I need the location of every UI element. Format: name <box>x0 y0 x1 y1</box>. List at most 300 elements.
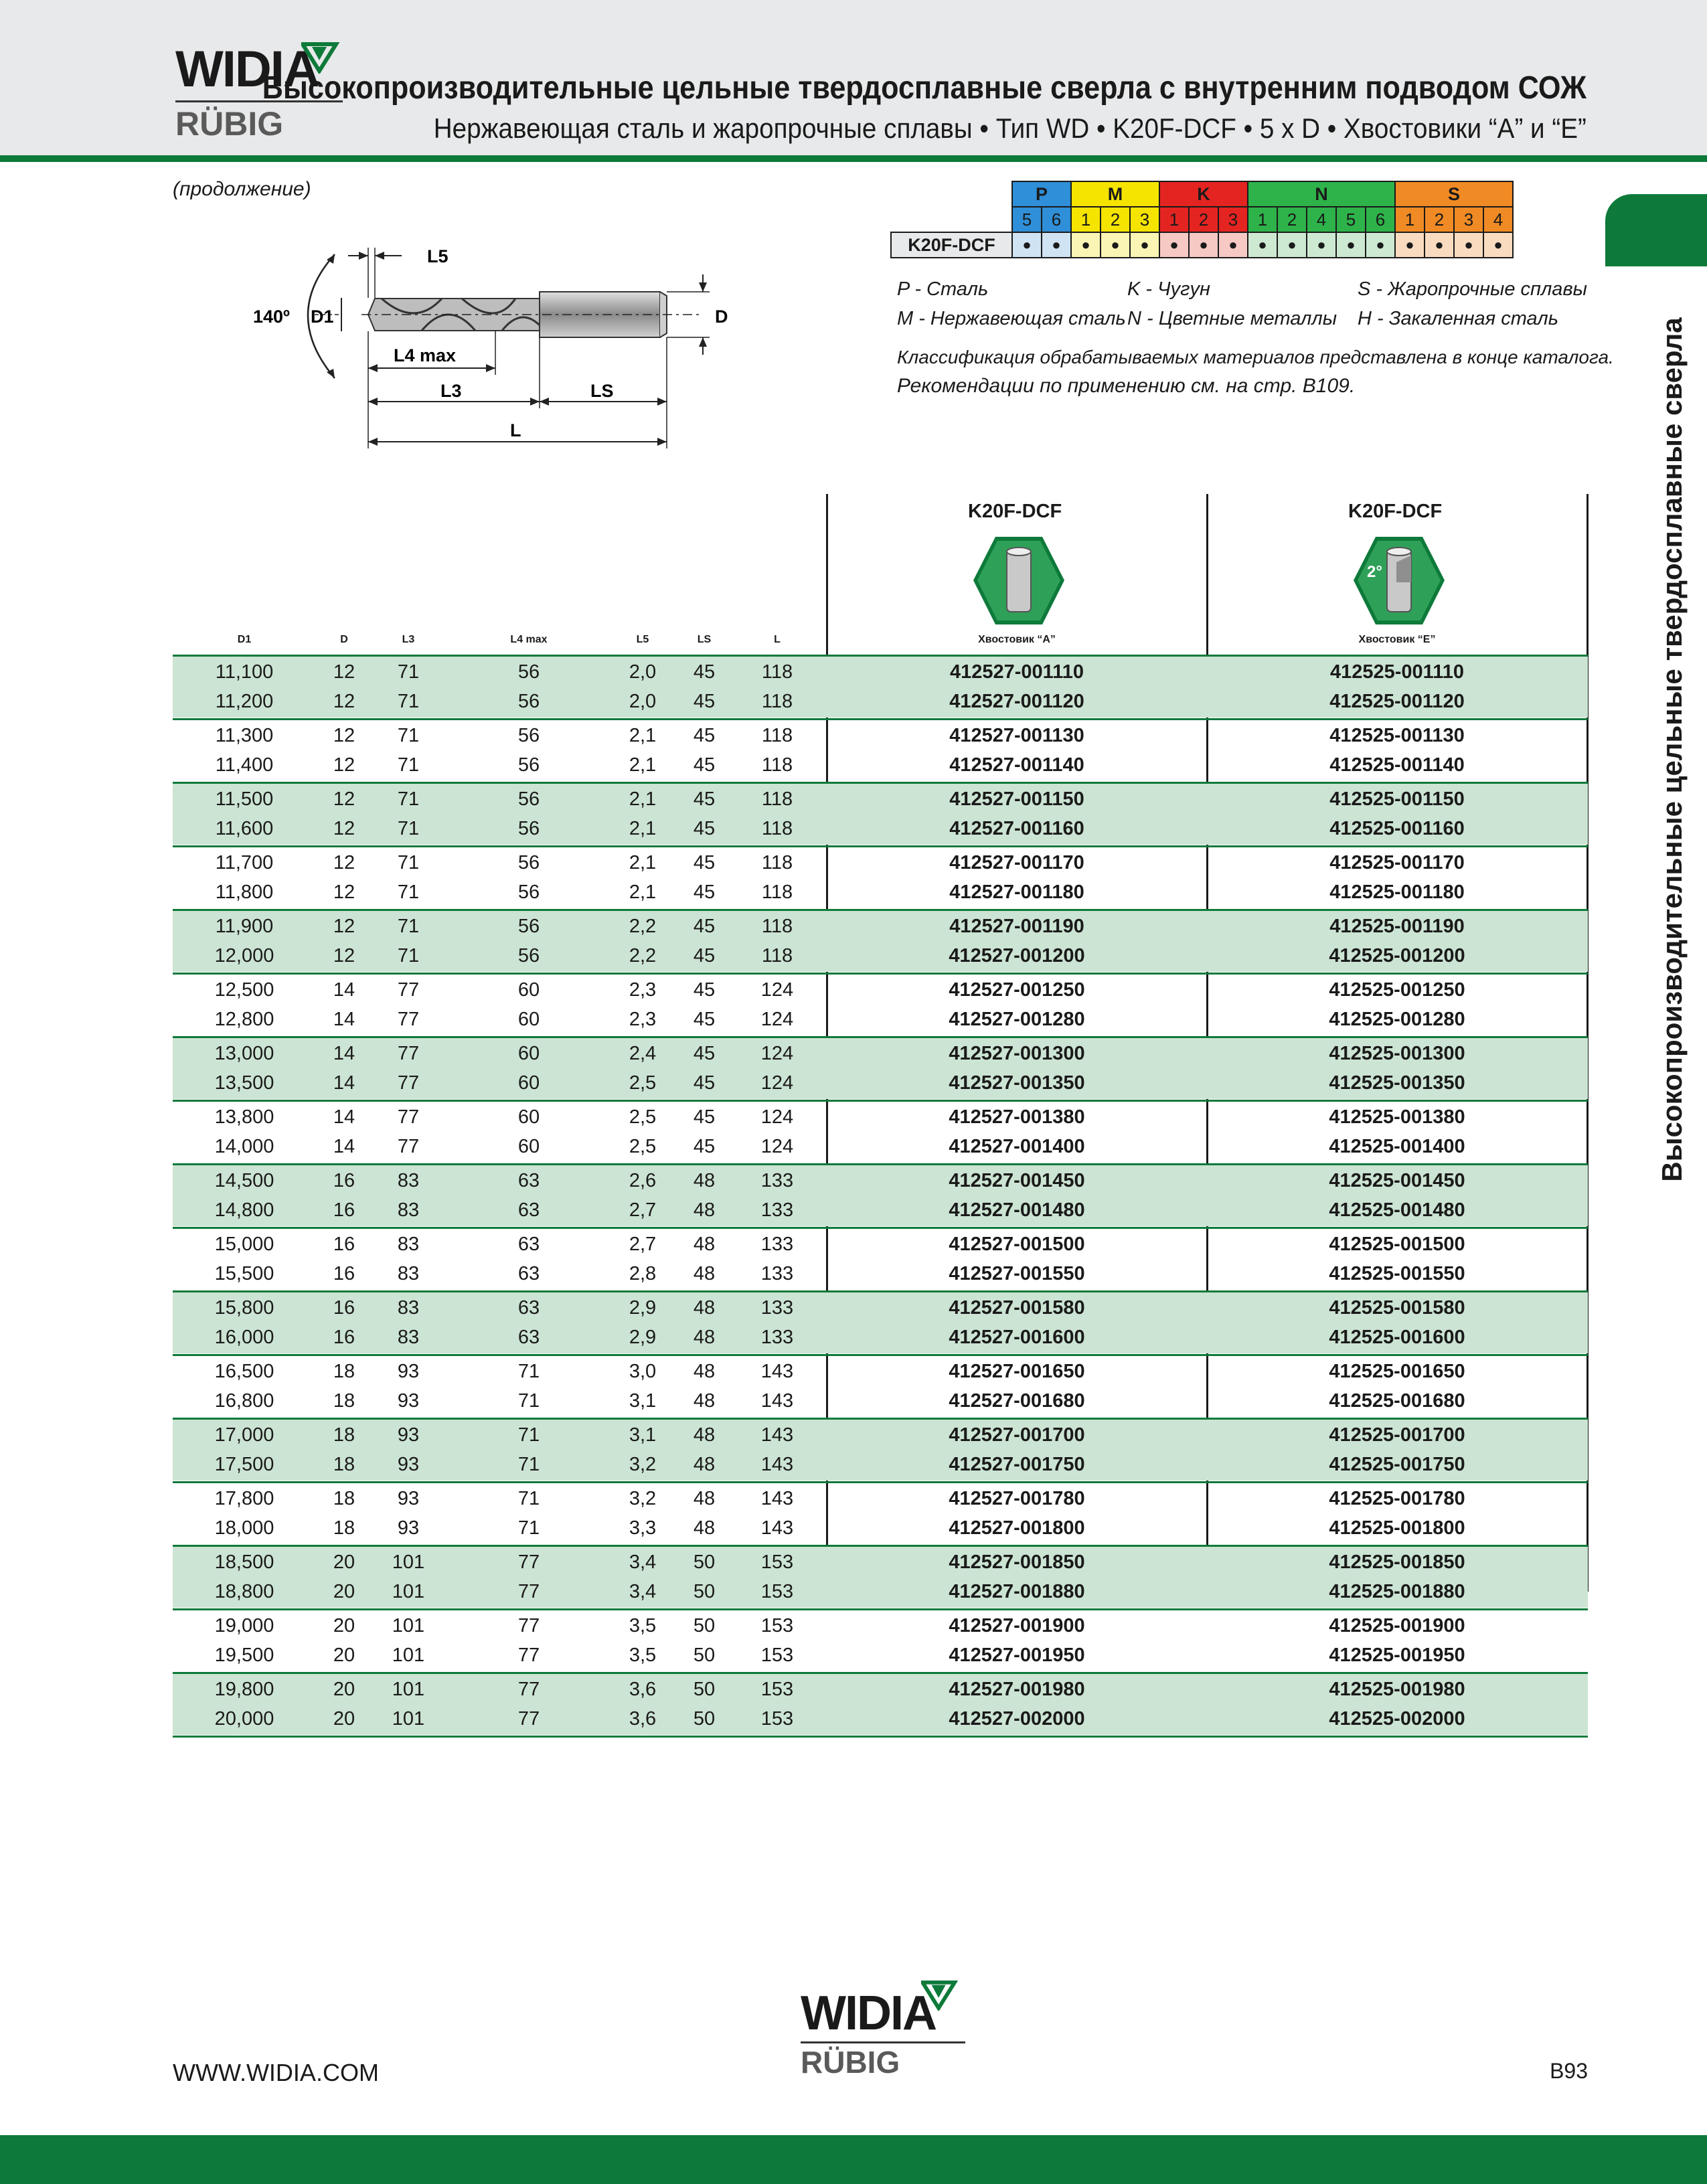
table-cell: 56 <box>517 725 540 746</box>
table-cell: 2,4 <box>629 1043 657 1064</box>
table-cell: 118 <box>761 788 793 810</box>
table-cell: 56 <box>517 916 540 937</box>
table-row <box>173 1640 1588 1672</box>
table-cell: 45 <box>693 788 716 810</box>
table-cell: 83 <box>397 1170 420 1191</box>
drill-table <box>173 501 1588 1740</box>
material-subgroup: 6 <box>1366 207 1395 232</box>
page-title: Высокопроизводительные цельные твердосплавные сверла с внутренним подводом СОЖ <box>262 70 1587 106</box>
table-cell: 3,3 <box>629 1517 657 1539</box>
table-cell: 93 <box>397 1517 420 1539</box>
table-cell: 133 <box>760 1297 794 1319</box>
table-cell: 18 <box>333 1424 355 1446</box>
table-cell: 16 <box>333 1326 355 1348</box>
table-row <box>173 940 1588 973</box>
table-cell: 45 <box>693 979 716 1001</box>
application-dot: ● <box>1307 232 1336 258</box>
table-cell: 118 <box>761 690 793 712</box>
order-code-shank-a: 412527-001350 <box>949 1072 1085 1094</box>
order-code-shank-a: 412527-001550 <box>949 1262 1085 1284</box>
order-code-shank-e: 412525-001680 <box>1329 1390 1465 1412</box>
table-cell: 71 <box>517 1517 540 1539</box>
table-cell: 71 <box>397 852 420 873</box>
table-cell: 83 <box>397 1199 420 1221</box>
application-dot: ● <box>1277 232 1307 258</box>
shank-e-angle: 2° <box>1367 563 1382 581</box>
order-code-shank-a: 412527-001950 <box>949 1644 1085 1666</box>
table-cell: 118 <box>761 725 793 746</box>
table-cell: 63 <box>517 1234 540 1255</box>
footer-logo <box>801 1980 975 2080</box>
order-code-shank-e: 412525-001400 <box>1329 1135 1465 1157</box>
table-cell: 71 <box>397 690 420 712</box>
table-cell: 153 <box>760 1644 794 1666</box>
table-cell: 11,100 <box>215 661 274 683</box>
table-cell: 45 <box>693 944 716 967</box>
table-cell: 20 <box>333 1551 355 1573</box>
table-cell: 71 <box>397 881 420 903</box>
order-code-shank-e: 412525-001150 <box>1329 788 1465 810</box>
table-cell: 11,800 <box>215 881 274 903</box>
order-code-shank-a: 412527-001450 <box>949 1170 1085 1191</box>
order-code-shank-e: 412525-001480 <box>1329 1199 1465 1221</box>
table-cell: 71 <box>397 788 420 810</box>
table-cell: 14 <box>333 979 355 1001</box>
d-label: D <box>715 307 728 327</box>
application-dot: ● <box>1218 232 1248 258</box>
footer-url[interactable]: WWW.WIDIA.COM <box>173 2059 379 2086</box>
table-cell: 19,500 <box>214 1644 274 1666</box>
order-code-shank-a: 412527-001250 <box>949 979 1085 1001</box>
table-cell: 17,000 <box>214 1424 274 1446</box>
table-cell: 45 <box>693 725 716 746</box>
order-code-shank-a: 412527-001130 <box>949 725 1084 746</box>
table-cell: 48 <box>693 1262 716 1284</box>
order-code-shank-a: 412527-001380 <box>949 1106 1085 1128</box>
order-code-shank-a: 412527-001300 <box>949 1043 1085 1064</box>
order-code-shank-e: 412525-001900 <box>1329 1615 1465 1636</box>
table-cell: 45 <box>693 916 716 937</box>
material-group-p: P <box>1012 181 1071 207</box>
table-cell: 153 <box>760 1580 794 1602</box>
table-cell: 18 <box>333 1390 355 1412</box>
table-cell: 56 <box>517 944 540 967</box>
table-cell: 3,4 <box>629 1580 657 1602</box>
table-cell: 12 <box>333 690 355 712</box>
table-cell: 2,7 <box>629 1199 657 1221</box>
material-subgroup: 1 <box>1071 207 1101 232</box>
table-cell: 11,200 <box>215 690 274 712</box>
table-cell: 45 <box>693 1043 716 1064</box>
classification-note: Классификация обрабатываемых материалов представлена в конце каталога. <box>897 347 1614 367</box>
table-cell: 11,700 <box>215 852 274 873</box>
material-subgroup: 1 <box>1395 207 1425 232</box>
application-dot: ● <box>1483 232 1513 258</box>
table-cell: 14 <box>333 1072 355 1094</box>
material-subgroup: 2 <box>1189 207 1218 232</box>
recommendation-note: Рекомендации по применению см. на стр. B109. <box>897 375 1356 397</box>
table-cell: 60 <box>517 1043 540 1064</box>
table-row <box>173 1068 1588 1100</box>
column-header: D <box>340 634 348 645</box>
order-code-shank-e: 412525-001700 <box>1329 1424 1465 1446</box>
table-cell: 48 <box>693 1199 716 1221</box>
table-cell: 93 <box>397 1424 420 1446</box>
table-cell: 143 <box>760 1390 794 1412</box>
order-code-shank-e: 412525-001580 <box>1329 1297 1465 1319</box>
legend-n: N - Цветные металлы <box>1127 308 1337 329</box>
table-cell: 14 <box>333 1106 355 1128</box>
column-header: LS <box>697 634 712 645</box>
table-cell: 118 <box>761 944 793 967</box>
order-code-shank-a: 412527-001500 <box>949 1234 1085 1255</box>
ls-label: LS <box>590 381 614 401</box>
logo-widia-text: WIDIA <box>175 41 319 98</box>
table-cell: 77 <box>517 1644 540 1666</box>
table-row <box>173 1576 1588 1608</box>
table-cell: 45 <box>693 1008 716 1030</box>
table-cell: 48 <box>693 1453 716 1475</box>
order-code-shank-e: 412525-001850 <box>1329 1551 1465 1573</box>
table-cell: 133 <box>760 1234 794 1255</box>
table-cell: 12,800 <box>214 1008 274 1030</box>
page-subtitle: Нержавеющая сталь и жаропрочные сплавы • Тип WD • K20F-DCF • 5 x D • Хвостовики “A” и “E” <box>433 112 1587 144</box>
table-cell: 16,500 <box>214 1361 274 1382</box>
order-code-shank-e: 412525-001130 <box>1329 725 1465 746</box>
material-group-s: S <box>1395 181 1513 207</box>
table-cell: 143 <box>760 1361 794 1382</box>
table-cell: 56 <box>517 852 540 873</box>
table-cell: 63 <box>517 1199 540 1221</box>
column-header: L5 <box>636 634 649 645</box>
table-cell: 71 <box>517 1361 540 1382</box>
l3-label: L3 <box>440 381 462 401</box>
table-cell: 48 <box>693 1517 716 1539</box>
table-cell: 50 <box>693 1551 716 1573</box>
table-cell: 101 <box>392 1679 425 1700</box>
order-code-shank-e: 412525-001170 <box>1329 852 1465 873</box>
material-subgroup: 4 <box>1307 207 1336 232</box>
table-cell: 2,5 <box>629 1135 657 1157</box>
order-code-shank-e: 412525-001350 <box>1329 1072 1465 1094</box>
table-cell: 133 <box>760 1262 794 1284</box>
application-dot: ● <box>1366 232 1395 258</box>
table-cell: 16 <box>333 1234 355 1255</box>
table-cell: 2,1 <box>629 852 657 873</box>
table-cell: 118 <box>761 817 793 839</box>
table-cell: 118 <box>761 881 793 903</box>
order-code-shank-e: 412525-001600 <box>1329 1326 1465 1348</box>
table-cell: 50 <box>693 1615 716 1636</box>
order-code-shank-e: 412525-001250 <box>1329 979 1465 1001</box>
table-cell: 45 <box>693 817 716 839</box>
table-cell: 56 <box>517 817 540 839</box>
table-cell: 2,1 <box>629 817 657 839</box>
table-cell: 48 <box>693 1297 716 1319</box>
order-code-shank-e: 412525-001110 <box>1330 661 1464 683</box>
table-cell: 56 <box>517 788 540 810</box>
table-cell: 20 <box>333 1707 355 1730</box>
table-row <box>173 657 1588 689</box>
table-cell: 2,3 <box>629 1008 657 1030</box>
application-dot: ● <box>1248 232 1277 258</box>
l4-label: L4 max <box>394 345 457 365</box>
table-cell: 124 <box>760 1072 794 1094</box>
table-cell: 45 <box>693 1072 716 1094</box>
table-cell: 20 <box>333 1580 355 1602</box>
table-cell: 63 <box>517 1326 540 1348</box>
table-row <box>173 975 1588 1007</box>
table-cell: 13,800 <box>214 1106 274 1128</box>
order-code-shank-a: 412527-001480 <box>949 1199 1085 1221</box>
table-cell: 77 <box>517 1707 540 1730</box>
column-header: L4 max <box>510 634 548 645</box>
table-cell: 71 <box>517 1390 540 1412</box>
order-code-shank-a: 412527-001170 <box>949 852 1084 873</box>
table-cell: 3,4 <box>629 1551 657 1573</box>
table-cell: 101 <box>392 1580 425 1602</box>
table-cell: 124 <box>760 979 794 1001</box>
logo-triangle-icon <box>301 41 341 74</box>
footer-bar <box>0 2135 1707 2184</box>
table-cell: 71 <box>517 1488 540 1509</box>
table-row <box>173 847 1588 879</box>
table-cell: 14 <box>333 1043 355 1064</box>
table-cell: 12 <box>333 881 355 903</box>
table-cell: 14,500 <box>214 1170 274 1191</box>
material-subgroup: 2 <box>1425 207 1454 232</box>
table-row <box>173 813 1588 845</box>
table-cell: 15,800 <box>214 1297 274 1319</box>
table-cell: 45 <box>693 661 716 683</box>
table-cell: 12 <box>333 754 355 776</box>
table-cell: 50 <box>693 1707 716 1730</box>
table-cell: 124 <box>760 1008 794 1030</box>
table-cell: 133 <box>760 1170 794 1191</box>
table-cell: 93 <box>397 1453 420 1475</box>
drill-diagram <box>241 234 750 455</box>
l-label: L <box>510 420 521 440</box>
table-cell: 14 <box>333 1008 355 1030</box>
shank-a-icon <box>972 535 1066 626</box>
table-cell: 45 <box>693 690 716 712</box>
table-cell: 12 <box>333 944 355 967</box>
table-cell: 133 <box>760 1199 794 1221</box>
table-cell: 18 <box>333 1361 355 1382</box>
order-code-shank-e: 412525-001500 <box>1329 1234 1465 1255</box>
table-cell: 18,000 <box>214 1517 274 1539</box>
table-cell: 16 <box>333 1297 355 1319</box>
table-cell: 11,600 <box>215 817 274 839</box>
table-cell: 93 <box>397 1361 420 1382</box>
application-dot: ● <box>1101 232 1130 258</box>
table-cell: 16,800 <box>214 1390 274 1412</box>
table-cell: 2,9 <box>629 1297 657 1319</box>
table-cell: 3,2 <box>629 1453 657 1475</box>
order-code-shank-a: 412527-001650 <box>949 1361 1085 1382</box>
table-cell: 77 <box>517 1679 540 1700</box>
table-row <box>173 911 1588 943</box>
table-cell: 71 <box>397 817 420 839</box>
table-cell: 45 <box>693 1106 716 1128</box>
application-dot: ● <box>1012 232 1042 258</box>
table-row <box>173 877 1588 909</box>
order-code-shank-e: 412525-001180 <box>1329 881 1465 903</box>
table-cell: 14,800 <box>214 1199 274 1221</box>
table-cell: 16 <box>333 1262 355 1284</box>
order-code-shank-a: 412527-001150 <box>949 788 1084 810</box>
table-cell: 118 <box>761 852 793 873</box>
order-code-shank-e: 412525-001950 <box>1329 1644 1465 1666</box>
table-cell: 153 <box>760 1551 794 1573</box>
table-cell: 20,000 <box>214 1707 274 1730</box>
table-cell: 60 <box>517 1135 540 1157</box>
order-code-shank-a: 412527-001200 <box>949 944 1085 967</box>
order-code-shank-e: 412525-001800 <box>1329 1517 1465 1539</box>
legend-k: K - Чугун <box>1127 278 1210 300</box>
material-group-k: K <box>1159 181 1248 207</box>
order-code-shank-e: 412525-001550 <box>1329 1262 1465 1284</box>
order-code-shank-e: 412525-001650 <box>1329 1361 1465 1382</box>
logo-rubig-text: RÜBIG <box>175 105 284 143</box>
order-code-shank-e: 412525-001880 <box>1329 1580 1465 1602</box>
table-cell: 2,2 <box>629 944 657 967</box>
table-row <box>173 1610 1588 1643</box>
row-group-divider <box>173 1736 1588 1738</box>
table-cell: 17,500 <box>214 1453 274 1475</box>
table-cell: 50 <box>693 1679 716 1700</box>
table-cell: 2,5 <box>629 1106 657 1128</box>
table-cell: 3,5 <box>629 1644 657 1666</box>
table-row <box>173 1292 1588 1325</box>
table-row <box>173 1420 1588 1452</box>
order-code-shank-e: 412525-001980 <box>1329 1679 1465 1700</box>
order-code-shank-a: 412527-001160 <box>949 817 1084 839</box>
table-cell: 93 <box>397 1390 420 1412</box>
table-row <box>173 1165 1588 1197</box>
table-cell: 48 <box>693 1234 716 1255</box>
legend-h: H - Закаленная сталь <box>1358 308 1558 329</box>
column-header: L <box>774 634 781 645</box>
table-row <box>173 1258 1588 1290</box>
order-code-shank-e: 412525-001300 <box>1329 1043 1465 1064</box>
table-cell: 101 <box>392 1707 425 1730</box>
order-code-shank-e: 412525-001780 <box>1329 1488 1465 1509</box>
column-header-shank-a: Хвостовик “A” <box>978 634 1056 645</box>
table-cell: 45 <box>693 881 716 903</box>
table-cell: 3,5 <box>629 1615 657 1636</box>
order-code-shank-a: 412527-001900 <box>949 1615 1085 1636</box>
column-header-shank-e: Хвостовик “E” <box>1358 634 1436 645</box>
legend-p: P - Сталь <box>897 278 989 300</box>
table-cell: 63 <box>517 1262 540 1284</box>
table-cell: 11,400 <box>215 754 274 776</box>
table-cell: 153 <box>760 1679 794 1700</box>
table-cell: 60 <box>517 1008 540 1030</box>
table-cell: 124 <box>760 1106 794 1128</box>
table-cell: 56 <box>517 690 540 712</box>
table-row <box>173 1449 1588 1481</box>
table-cell: 48 <box>693 1170 716 1191</box>
material-application-table <box>890 181 1514 258</box>
side-vertical-title: Высокопроизводительные цельные твердосплавные сверла <box>1656 317 1688 1182</box>
order-code-shank-a: 412527-001180 <box>949 881 1084 903</box>
material-subgroup: 3 <box>1130 207 1159 232</box>
table-cell: 71 <box>397 916 420 937</box>
table-cell: 77 <box>397 1043 420 1064</box>
table-cell: 77 <box>397 1135 420 1157</box>
table-row <box>173 1674 1588 1706</box>
table-cell: 83 <box>397 1297 420 1319</box>
table-cell: 2,8 <box>629 1262 657 1284</box>
table-cell: 101 <box>392 1615 425 1636</box>
table-cell: 2,0 <box>629 661 657 683</box>
table-cell: 124 <box>760 1135 794 1157</box>
table-cell: 118 <box>761 916 793 937</box>
table-cell: 19,800 <box>214 1679 274 1700</box>
table-cell: 11,500 <box>215 788 274 810</box>
table-row <box>173 686 1588 718</box>
order-code-shank-e: 412525-001750 <box>1329 1453 1465 1475</box>
footer-logo-widia: WIDIA <box>801 1987 936 2040</box>
order-code-shank-e: 412525-001190 <box>1329 916 1465 937</box>
table-row <box>173 1322 1588 1354</box>
table-cell: 16,000 <box>214 1326 274 1348</box>
table-cell: 3,6 <box>629 1707 657 1730</box>
table-row <box>173 784 1588 816</box>
table-row <box>173 720 1588 752</box>
table-cell: 60 <box>517 1072 540 1094</box>
table-cell: 18,800 <box>214 1580 274 1602</box>
table-cell: 124 <box>760 1043 794 1064</box>
table-cell: 45 <box>693 754 716 776</box>
table-row <box>173 1004 1588 1036</box>
order-code-shank-a: 412527-001680 <box>949 1390 1085 1412</box>
order-code-shank-a: 412527-001580 <box>949 1297 1085 1319</box>
table-cell: 12 <box>333 788 355 810</box>
table-cell: 63 <box>517 1297 540 1319</box>
table-cell: 118 <box>761 754 793 776</box>
table-cell: 11,900 <box>215 916 274 937</box>
table-row <box>173 1385 1588 1418</box>
order-code-shank-e: 412525-001120 <box>1329 690 1465 712</box>
order-code-shank-e: 412525-001380 <box>1329 1106 1465 1128</box>
table-row <box>173 1547 1588 1579</box>
table-cell: 56 <box>517 881 540 903</box>
table-cell: 48 <box>693 1488 716 1509</box>
table-cell: 2,9 <box>629 1326 657 1348</box>
table-cell: 18,500 <box>214 1551 274 1573</box>
table-cell: 13,000 <box>214 1043 274 1064</box>
table-cell: 101 <box>392 1644 425 1666</box>
order-code-shank-e: 412525-001280 <box>1329 1008 1465 1030</box>
table-cell: 56 <box>517 661 540 683</box>
table-cell: 12 <box>333 661 355 683</box>
table-cell: 14 <box>333 1135 355 1157</box>
table-cell: 12 <box>333 852 355 873</box>
table-cell: 83 <box>397 1262 420 1284</box>
material-group-n: N <box>1248 181 1395 207</box>
table-cell: 77 <box>397 1008 420 1030</box>
application-dot: ● <box>1042 232 1071 258</box>
table-row <box>173 1131 1588 1163</box>
footer-logo-triangle-icon <box>921 1980 960 2011</box>
table-row <box>173 1038 1588 1070</box>
order-code-shank-e: 412525-001140 <box>1329 754 1465 776</box>
order-code-shank-a: 412527-001750 <box>949 1453 1085 1475</box>
material-subgroup: 5 <box>1336 207 1366 232</box>
table-cell: 13,500 <box>214 1072 274 1094</box>
